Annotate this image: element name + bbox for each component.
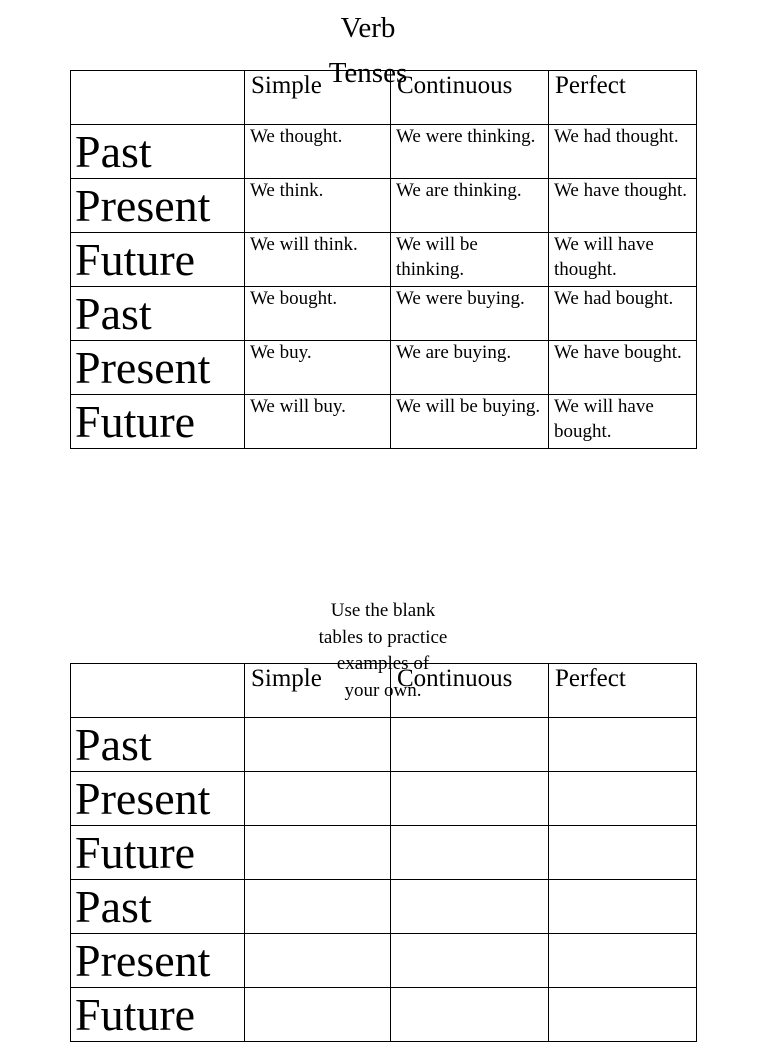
- blank-cell: [245, 826, 391, 880]
- blank-cell: [391, 880, 549, 934]
- table-row: [71, 287, 697, 341]
- tense-label: Present: [75, 935, 211, 986]
- table-row: [71, 826, 697, 880]
- blank-cell: [245, 880, 391, 934]
- row-label: [71, 880, 245, 934]
- blank-cell: [549, 988, 697, 1042]
- table-cell: We are buying.: [391, 341, 549, 395]
- column-header-perfect: Perfect: [549, 664, 697, 718]
- corner-cell: [71, 664, 245, 718]
- column-header-continuous: Continuous: [391, 71, 549, 125]
- table-cell: We have thought.: [549, 179, 697, 233]
- table-row: [71, 341, 697, 395]
- table-row: [71, 179, 697, 233]
- table-cell: We will be thinking.: [391, 233, 549, 287]
- row-label: [71, 718, 245, 772]
- blank-cell: [549, 718, 697, 772]
- tense-label: Future: [75, 989, 196, 1040]
- table-row: [71, 395, 697, 449]
- table-row: [71, 988, 697, 1042]
- table-header-row: [71, 71, 697, 125]
- tense-label: Past: [75, 288, 152, 339]
- blank-cell: [245, 934, 391, 988]
- row-label: [71, 233, 245, 287]
- table-row: [71, 772, 697, 826]
- column-header-simple: Simple: [245, 71, 391, 125]
- table-cell: We bought.: [245, 287, 391, 341]
- blank-cell: [549, 880, 697, 934]
- practice-tense-table: [70, 663, 697, 1042]
- table-cell: We will think.: [245, 233, 391, 287]
- column-header-continuous: Continuous: [391, 664, 549, 718]
- table-cell: We will buy.: [245, 395, 391, 449]
- row-label: [71, 341, 245, 395]
- row-label: [71, 395, 245, 449]
- tense-label: Present: [75, 342, 211, 393]
- column-header-simple: Simple: [245, 664, 391, 718]
- row-label: [71, 179, 245, 233]
- page-title: Verb Tenses: [328, 12, 408, 89]
- blank-cell: [549, 772, 697, 826]
- row-label: [71, 826, 245, 880]
- practice-instructions: Use the blank tables to practice examples of your own.: [318, 600, 448, 701]
- corner-cell: [71, 71, 245, 125]
- row-label: [71, 125, 245, 179]
- blank-cell: [549, 826, 697, 880]
- table-row: [71, 718, 697, 772]
- table-row: [71, 880, 697, 934]
- row-label: [71, 287, 245, 341]
- blank-cell: [549, 934, 697, 988]
- table-cell: We buy.: [245, 341, 391, 395]
- table-cell: We will have thought.: [549, 233, 697, 287]
- table-cell: We had thought.: [549, 125, 697, 179]
- tense-label: Past: [75, 126, 152, 177]
- blank-cell: [391, 934, 549, 988]
- table-cell: We have bought.: [549, 341, 697, 395]
- blank-cell: [391, 718, 549, 772]
- table-row: [71, 934, 697, 988]
- blank-cell: [245, 772, 391, 826]
- blank-cell: [391, 988, 549, 1042]
- blank-cell: [391, 826, 549, 880]
- table-row: [71, 125, 697, 179]
- table-cell: We think.: [245, 179, 391, 233]
- tense-label: Past: [75, 719, 152, 770]
- row-label: [71, 988, 245, 1042]
- table-cell: We will have bought.: [549, 395, 697, 449]
- table-row: [71, 233, 697, 287]
- table-cell: We were thinking.: [391, 125, 549, 179]
- table-cell: We thought.: [245, 125, 391, 179]
- table-cell: We are thinking.: [391, 179, 549, 233]
- blank-cell: [391, 772, 549, 826]
- tense-label: Future: [75, 234, 196, 285]
- column-header-perfect: Perfect: [549, 71, 697, 125]
- blank-cell: [245, 988, 391, 1042]
- tense-label: Past: [75, 881, 152, 932]
- tense-label: Future: [75, 827, 196, 878]
- example-tense-table: [70, 70, 697, 449]
- row-label: [71, 772, 245, 826]
- tense-label: Present: [75, 180, 211, 231]
- table-cell: We were buying.: [391, 287, 549, 341]
- table-cell: We will be buying.: [391, 395, 549, 449]
- tense-label: Present: [75, 773, 211, 824]
- blank-cell: [245, 718, 391, 772]
- tense-label: Future: [75, 396, 196, 447]
- row-label: [71, 934, 245, 988]
- table-cell: We had bought.: [549, 287, 697, 341]
